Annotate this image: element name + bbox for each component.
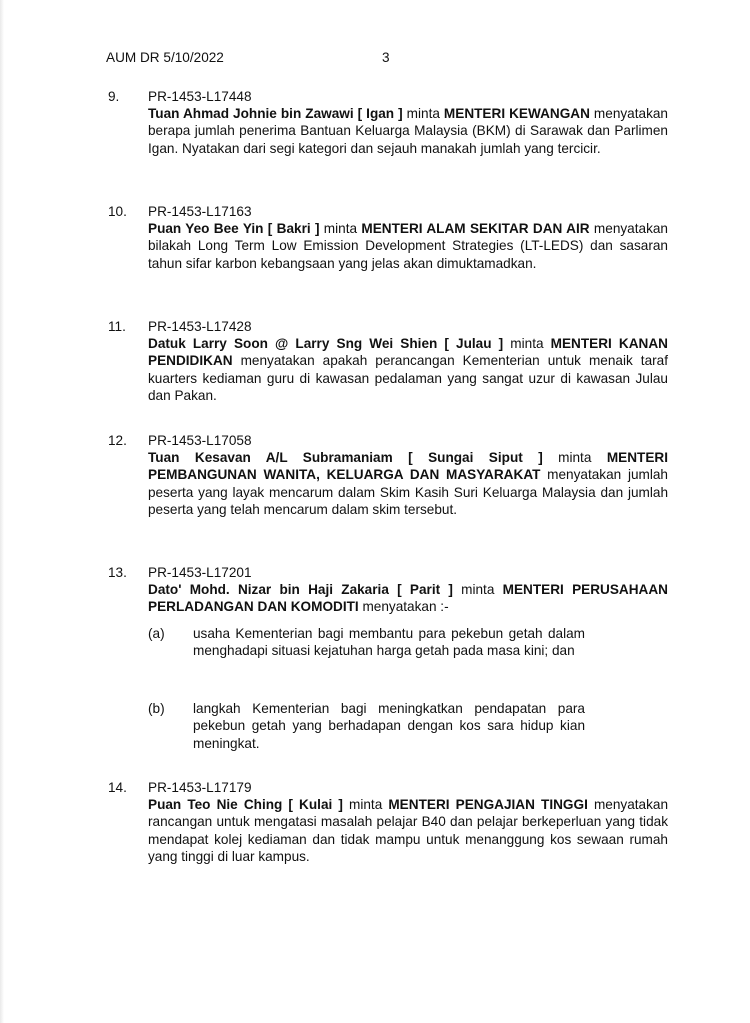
question-reference: PR-1453-L17201 <box>148 565 252 580</box>
question-text: menyatakan berapa jumlah penerima Bantuan Keluarga Malaysia (BKM) di Sarawak dan Parlimen Igan. Nyatakan dari segi kategori dan sejauh manakah jumlah yang tercicir. <box>148 106 668 156</box>
sub-question-text: usaha Kementerian bagi membantu para pekebun getah dalam menghadapi situasi kejatuhan harga getah pada masa kini; dan <box>193 626 585 659</box>
question-text: menyatakan rancangan untuk mengatasi masalah pelajar B40 dan pelajar berkeperluan yang tidak mendapat kolej kediaman dan tidak mampu untuk menanggung kos sewaan rumah yang tinggi di luar kampus. <box>148 797 669 865</box>
minta-word: minta <box>342 797 389 812</box>
question-body <box>148 796 668 866</box>
question-number: 9. <box>108 89 120 104</box>
question-number: 12. <box>108 433 127 448</box>
member-name: Tuan Ahmad Johnie bin Zawawi [ Igan ] <box>148 106 403 121</box>
question-body <box>148 581 668 616</box>
question-body <box>148 449 668 519</box>
document-reference: AUM DR 5/10/2022 <box>106 50 224 65</box>
member-name: Puan Yeo Bee Yin [ Bakri ] <box>148 221 320 236</box>
question-reference: PR-1453-L17163 <box>148 204 252 219</box>
sub-question-label: (a) <box>148 626 165 641</box>
question-text: menyatakan bilakah Long Term Low Emission Development Strategies (LT-LEDS) dan sasaran tahun sifar karbon kebangsaan yang jelas akan dimuktamadkan. <box>148 221 668 271</box>
question-number: 13. <box>108 565 127 580</box>
minta-word: minta <box>542 450 607 465</box>
member-name: Dato' Mohd. Nizar bin Haji Zakaria [ Parit ] <box>148 582 453 597</box>
minister-name: MENTERI PEMBANGUNAN WANITA, KELUARGA DAN MASYARAKAT <box>148 450 668 483</box>
minister-name: MENTERI KANAN PENDIDIKAN <box>148 336 668 369</box>
question-text: menyatakan :- <box>358 599 449 615</box>
minister-name: MENTERI PERUSAHAAN PERLADANGAN DAN KOMODITI <box>148 582 668 615</box>
question-body <box>148 220 668 272</box>
question-text: menyatakan apakah perancangan Kementerian untuk menaik taraf kuarters kediaman guru di kawasan pedalaman yang sangat uzur di kawasan Julau dan Pakan. <box>148 353 668 404</box>
question-body <box>148 335 668 405</box>
question-reference: PR-1453-L17179 <box>148 780 252 795</box>
minta-word: minta <box>402 106 444 121</box>
minister-name: MENTERI PENGAJIAN TINGGI <box>388 797 588 812</box>
question-number: 11. <box>108 319 126 334</box>
question-body <box>148 105 668 157</box>
question-reference: PR-1453-L17448 <box>148 89 252 104</box>
question-reference: PR-1453-L17058 <box>148 433 252 448</box>
member-name: Tuan Kesavan A/L Subramaniam [ Sungai Siput ] <box>148 450 543 465</box>
question-number: 14. <box>108 780 127 795</box>
page-edge-shadow <box>0 0 4 1023</box>
question-reference: PR-1453-L17428 <box>148 319 252 334</box>
page-number: 3 <box>382 50 390 65</box>
question-text: menyatakan jumlah peserta yang layak mencarum dalam Skim Kasih Suri Keluarga Malaysia dan jumlah peserta yang telah mencarum dalam skim tersebut. <box>148 467 668 518</box>
minta-word: minta <box>319 221 362 236</box>
sub-question-label: (b) <box>148 701 165 716</box>
minister-name: MENTERI KEWANGAN <box>443 106 590 121</box>
minta-word: minta <box>503 336 551 351</box>
sub-question-text: langkah Kementerian bagi meningkatkan pendapatan para pekebun getah yang berhadapan dengan kos sara hidup kian meningkat. <box>193 701 585 751</box>
minister-name: MENTERI ALAM SEKITAR DAN AIR <box>361 221 590 236</box>
member-name: Puan Teo Nie Ching [ Kulai ] <box>148 797 343 812</box>
minta-word: minta <box>452 582 503 597</box>
question-number: 10. <box>108 204 127 219</box>
member-name: Datuk Larry Soon @ Larry Sng Wei Shien [ Julau ] <box>148 336 504 351</box>
